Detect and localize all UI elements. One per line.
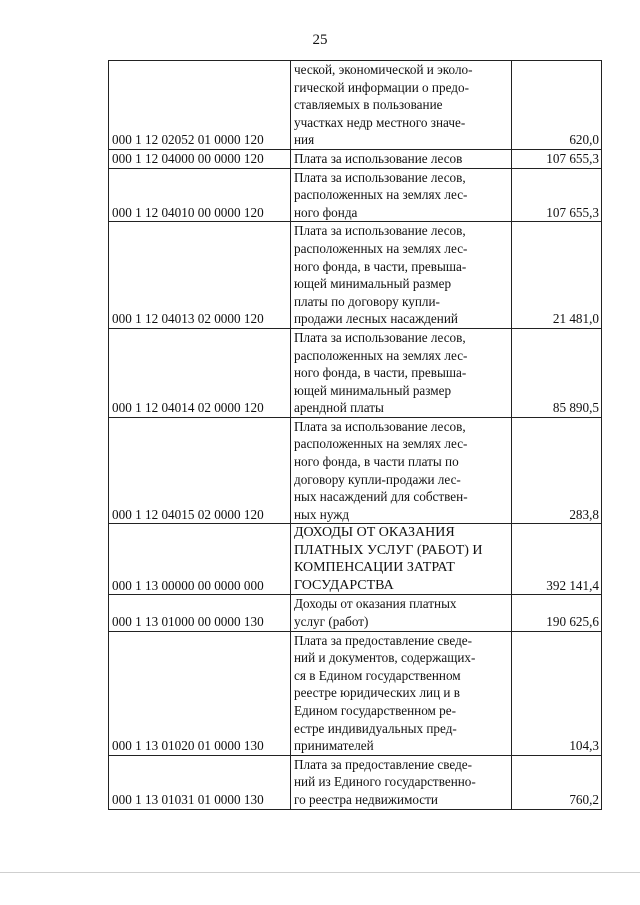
amount-cell: 104,3 — [512, 631, 602, 755]
revenue-name-line: платы по договору купли- — [294, 293, 440, 309]
amount-cell: 620,0 — [512, 61, 602, 150]
table-row — [109, 222, 602, 329]
budget-code-cell: 000 1 13 00000 00 0000 000 — [109, 524, 291, 595]
page-number: 25 — [312, 32, 328, 48]
budget-code-cell: 000 1 12 04014 02 0000 120 — [109, 328, 291, 417]
revenue-name-line: КОМПЕНСАЦИИ ЗАТРАТ — [294, 560, 455, 576]
budget-code-cell: 000 1 12 04015 02 0000 120 — [109, 417, 291, 524]
revenue-name-cell — [291, 631, 512, 755]
revenue-name-line: ДОХОДЫ ОТ ОКАЗАНИЯ — [294, 525, 455, 541]
revenue-name-line: го реестра недвижимости — [294, 791, 438, 807]
revenue-name-line: Плата за использование лесов — [294, 150, 463, 166]
revenue-name-line: ного фонда — [294, 204, 358, 220]
revenue-name-line: ний из Единого государственно- — [294, 774, 476, 790]
budget-code-cell: 000 1 13 01020 01 0000 130 — [109, 631, 291, 755]
revenue-name-line: арендной платы — [294, 400, 384, 416]
budget-code-cell: 000 1 13 01031 01 0000 130 — [109, 755, 291, 809]
revenue-name-line: ний и документов, содержащих- — [294, 650, 476, 666]
revenue-name-cell — [291, 61, 512, 150]
revenue-name-line: Плата за использование лесов, — [294, 329, 466, 345]
table-row — [109, 417, 602, 524]
revenue-name-line: ГОСУДАРСТВА — [294, 577, 394, 593]
revenue-name-line: естре индивидуальных пред- — [294, 720, 457, 736]
revenue-name-line: ставляемых в пользование — [294, 97, 443, 113]
budget-code-cell: 000 1 12 04013 02 0000 120 — [109, 222, 291, 329]
revenue-name-line: продажи лесных насаждений — [294, 311, 458, 327]
table-row — [109, 524, 602, 595]
revenue-name-line: договору купли-продажи лес- — [294, 471, 461, 487]
revenue-name-cell — [291, 524, 512, 595]
revenue-name-line: Доходы от оказания платных — [294, 596, 457, 612]
revenue-name-line: реестре юридических лиц и в — [294, 685, 461, 701]
revenue-name-line: расположенных на землях лес- — [294, 436, 468, 452]
revenue-name-line: гической информации о предо- — [294, 79, 469, 95]
revenue-name-cell — [291, 149, 512, 168]
budget-code-cell: 000 1 12 04010 00 0000 120 — [109, 168, 291, 222]
revenue-name-line: Плата за использование лесов, — [294, 169, 466, 185]
revenue-name-line: расположенных на землях лес- — [294, 240, 468, 256]
revenue-name-line: расположенных на землях лес- — [294, 347, 468, 363]
amount-cell: 85 890,5 — [512, 328, 602, 417]
revenue-name-line: ного фонда, в части, превыша- — [294, 258, 467, 274]
table-row — [109, 631, 602, 755]
revenue-name-line: участках недр местного значе- — [294, 114, 466, 130]
amount-cell: 392 141,4 — [512, 524, 602, 595]
revenue-table — [108, 60, 602, 810]
revenue-name-line: Плата за использование лесов, — [294, 418, 466, 434]
table-row — [109, 61, 602, 150]
revenue-name-cell — [291, 595, 512, 631]
amount-cell: 190 625,6 — [512, 595, 602, 631]
revenue-name-line: принимателей — [294, 738, 374, 754]
amount-cell: 107 655,3 — [512, 149, 602, 168]
revenue-name-cell — [291, 417, 512, 524]
table-row — [109, 755, 602, 809]
budget-code-cell: 000 1 12 04000 00 0000 120 — [109, 149, 291, 168]
revenue-name-cell — [291, 168, 512, 222]
revenue-name-line: ных нужд — [294, 506, 350, 522]
revenue-name-line: услуг (работ) — [294, 614, 369, 630]
revenue-name-line: Плата за предоставление сведе- — [294, 756, 473, 772]
revenue-name-cell — [291, 222, 512, 329]
table-row — [109, 328, 602, 417]
revenue-table-body — [109, 61, 602, 810]
revenue-name-line: ПЛАТНЫХ УСЛУГ (РАБОТ) И — [294, 542, 483, 558]
revenue-name-line: Плата за использование лесов, — [294, 223, 466, 239]
table-row — [109, 595, 602, 631]
revenue-name-line: ния — [294, 132, 315, 148]
amount-cell: 283,8 — [512, 417, 602, 524]
revenue-name-line: ного фонда, в части платы по — [294, 454, 459, 470]
revenue-name-line: ющей минимальный размер — [294, 382, 452, 398]
budget-code-cell: 000 1 13 01000 00 0000 130 — [109, 595, 291, 631]
amount-cell: 107 655,3 — [512, 168, 602, 222]
revenue-name-line: ческой, экономической и эколо- — [294, 62, 473, 77]
revenue-name-line: ющей минимальный размер — [294, 276, 452, 292]
table-row — [109, 168, 602, 222]
revenue-name-cell — [291, 328, 512, 417]
revenue-name-line: расположенных на землях лес- — [294, 187, 468, 203]
page-bottom-rule — [0, 872, 640, 873]
budget-code-cell: 000 1 12 02052 01 0000 120 — [109, 61, 291, 150]
table-row — [109, 149, 602, 168]
revenue-name-line: ных насаждений для собствен- — [294, 489, 468, 505]
revenue-name-line: ного фонда, в части, превыша- — [294, 365, 467, 381]
revenue-name-line: Плата за предоставление сведе- — [294, 632, 473, 648]
amount-cell: 760,2 — [512, 755, 602, 809]
revenue-name-line: Едином государственном ре- — [294, 703, 457, 718]
revenue-name-line: ся в Едином государственном — [294, 667, 461, 683]
amount-cell: 21 481,0 — [512, 222, 602, 329]
revenue-name-cell — [291, 755, 512, 809]
